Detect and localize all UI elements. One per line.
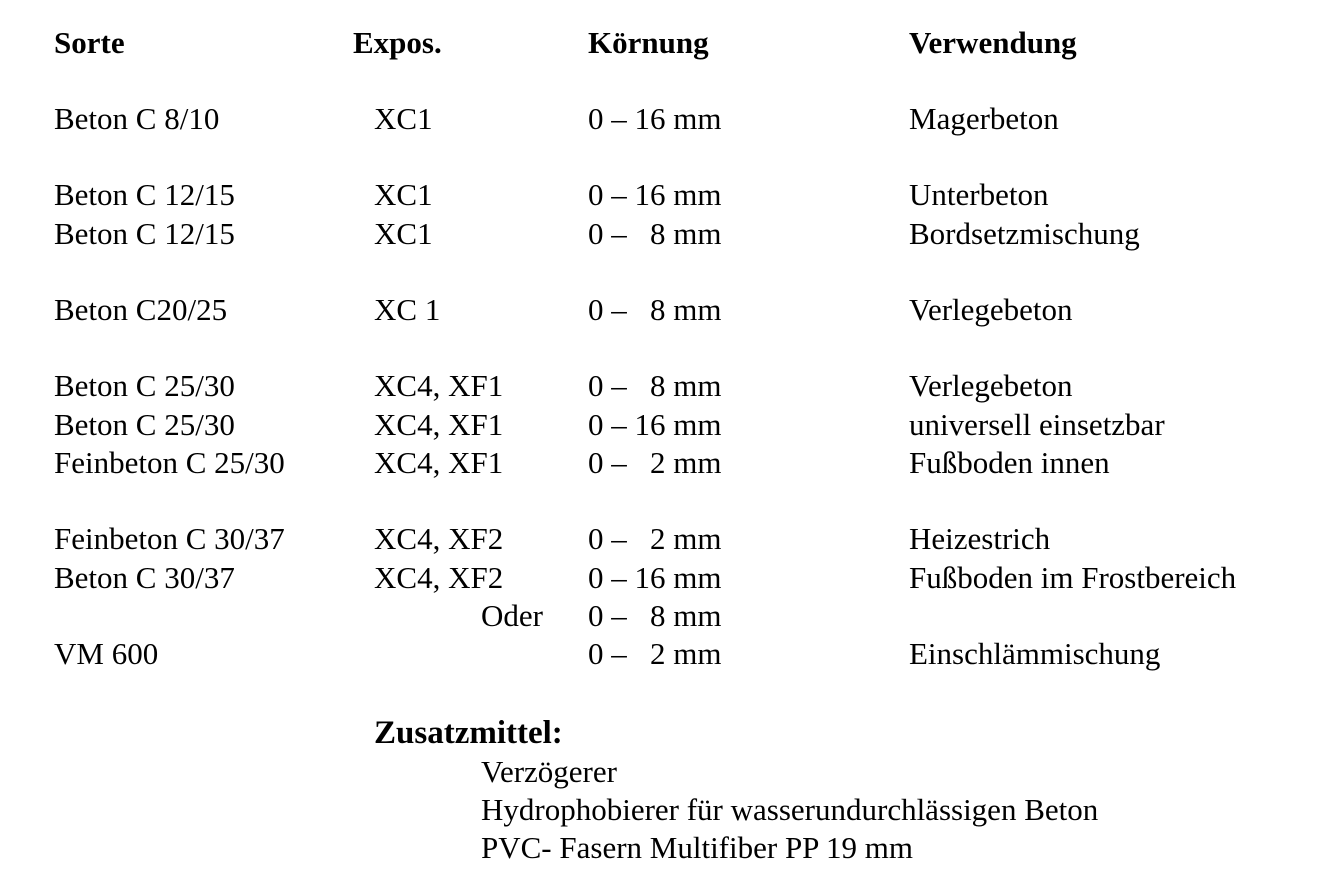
row-verwendung: universell einsetzbar xyxy=(909,407,1165,442)
row-sorte: Feinbeton C 30/37 xyxy=(54,521,285,556)
row-sorte: VM 600 xyxy=(54,636,159,671)
row-expos: XC1 xyxy=(374,101,433,136)
row-verwendung: Fußboden im Frostbereich xyxy=(909,560,1237,595)
row-sorte: Beton C 12/15 xyxy=(54,177,235,212)
row-koernung: 0 – 8 mm xyxy=(588,368,722,403)
header-verwendung: Verwendung xyxy=(909,25,1077,60)
row-sorte: Beton C 8/10 xyxy=(54,101,220,136)
row-verwendung: Magerbeton xyxy=(909,101,1059,136)
row-sorte: Beton C 25/30 xyxy=(54,368,235,403)
zusatzmittel-title: Zusatzmittel: xyxy=(374,715,563,751)
oder-label: Oder xyxy=(481,598,543,633)
row-sorte: Beton C 30/37 xyxy=(54,560,235,595)
row-expos: XC1 xyxy=(374,216,433,251)
row-expos: XC4, XF2 xyxy=(374,521,504,556)
row-sorte: Beton C20/25 xyxy=(54,292,228,327)
row-verwendung: Fußboden innen xyxy=(909,445,1110,480)
row-verwendung: Einschlämmischung xyxy=(909,636,1161,671)
row-expos: XC4, XF2 xyxy=(374,560,504,595)
row-koernung: 0 – 16 mm xyxy=(588,407,722,442)
zusatzmittel-item: Verzögerer xyxy=(481,754,617,789)
header-expos: Expos. xyxy=(353,25,442,60)
row-verwendung: Verlegebeton xyxy=(909,368,1073,403)
row-expos: XC 1 xyxy=(374,292,441,327)
row-koernung: 0 – 8 mm xyxy=(588,292,722,327)
row-sorte: Beton C 25/30 xyxy=(54,407,235,442)
row-koernung: 0 – 8 mm xyxy=(588,216,722,251)
row-koernung: 0 – 2 mm xyxy=(588,445,722,480)
row-verwendung: Heizestrich xyxy=(909,521,1051,556)
row-koernung: 0 – 2 mm xyxy=(588,636,722,671)
row-expos: XC4, XF1 xyxy=(374,368,504,403)
zusatzmittel-item: Hydrophobierer für wasserundurchlässigen Beton xyxy=(481,792,1099,827)
row-koernung: 0 – 16 mm xyxy=(588,101,722,136)
header-koernung: Körnung xyxy=(588,25,709,60)
row-sorte: Feinbeton C 25/30 xyxy=(54,445,285,480)
row-koernung: 0 – 8 mm xyxy=(588,598,722,633)
row-koernung: 0 – 16 mm xyxy=(588,560,722,595)
row-expos: XC4, XF1 xyxy=(374,445,504,480)
row-koernung: 0 – 2 mm xyxy=(588,521,722,556)
zusatzmittel-item: PVC- Fasern Multifiber PP 19 mm xyxy=(481,830,914,865)
row-sorte: Beton C 12/15 xyxy=(54,216,235,251)
row-verwendung: Verlegebeton xyxy=(909,292,1073,327)
row-verwendung: Unterbeton xyxy=(909,177,1049,212)
row-expos: XC4, XF1 xyxy=(374,407,504,442)
row-expos: XC1 xyxy=(374,177,433,212)
header-sorte: Sorte xyxy=(54,25,125,60)
row-verwendung: Bordsetzmischung xyxy=(909,216,1140,251)
row-koernung: 0 – 16 mm xyxy=(588,177,722,212)
